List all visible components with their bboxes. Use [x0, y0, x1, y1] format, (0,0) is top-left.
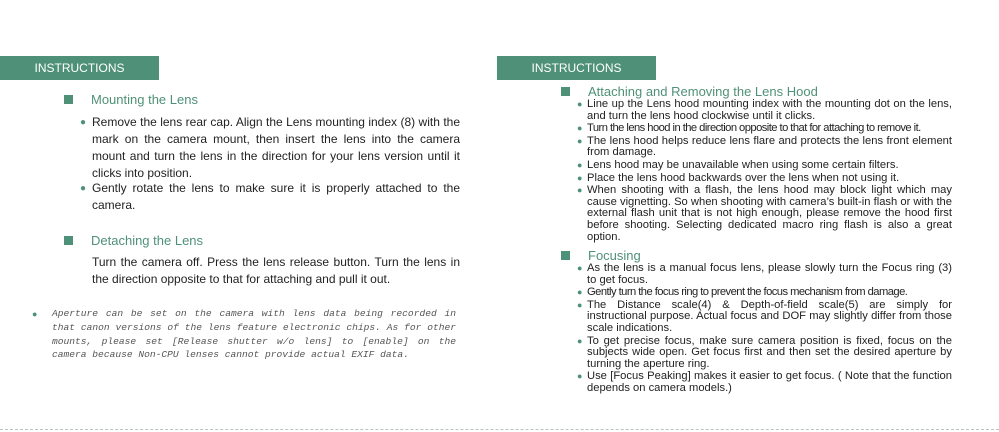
list-item: ● Turn the lens hood in the direction opposite to that for attaching to remove it.: [577, 122, 921, 135]
list-item: ● When shooting with a flash, the lens hood may block light which may cause vignetting. So when shooting with camera’s built-in flash or with the external flash unit that is not high enough, please remove the hood first before shooting. Selecting dedicated macro ring flash is also a great option.: [577, 184, 952, 243]
mounting-heading: [64, 92, 198, 107]
page-divider-line: [0, 429, 999, 430]
square-bullet-icon: [64, 95, 73, 104]
focusing-title: Focusing: [588, 248, 641, 263]
detaching-heading: [64, 233, 203, 248]
hood-heading: [561, 84, 818, 99]
square-bullet-icon: [64, 236, 73, 245]
instructions-tag: INSTRUCTIONS: [497, 56, 656, 80]
hood-list: [577, 98, 952, 244]
bullet-dot-icon: ●: [80, 117, 87, 128]
list-item: ● As the lens is a manual focus lens, please slowly turn the Focus ring (3) to get focus.: [577, 262, 952, 286]
square-bullet-icon: [561, 251, 570, 260]
list-item: ● To get precise focus, make sure camera position is fixed, focus on the subjects wide open. Get focus first and then set the desired aperture by turning the aperture ring.: [577, 334, 952, 370]
list-item: ● The Distance scale(4) & Depth-of-field scale(5) are simply for instructional purpose. Actual focus and DOF may slightly differ from those scale indications.: [577, 298, 952, 334]
detaching-title: Detaching the Lens: [91, 233, 204, 248]
list-item: ● Lens hood may be unavailable when using some certain filters.: [577, 158, 899, 171]
list-item: ● Gently turn the focus ring to prevent the focus mechanism from damage.: [577, 286, 908, 299]
bullet-dot-icon: ●: [32, 309, 38, 319]
list-item: ● The lens hood helps reduce lens flare and protects the lens front element from damage.: [577, 134, 952, 159]
mounting-paragraph-2: ● Gently rotate the lens to make sure it is properly attached to the camera.: [80, 181, 460, 212]
instructions-tag: INSTRUCTIONS: [0, 56, 159, 80]
left-page: [0, 0, 499, 432]
hood-title: Attaching and Removing the Lens Hood: [588, 84, 818, 99]
square-bullet-icon: [561, 87, 570, 96]
list-item: ● Line up the Lens hood mounting index with the mounting dot on the lens, and turn the lens hood clockwise until it clicks.: [577, 98, 952, 122]
focusing-list: [577, 262, 952, 396]
detaching-paragraph: Turn the camera off. Press the lens release button. Turn the lens in the direction opposite to that for attaching and pull it out.: [92, 255, 460, 286]
list-item: ● Place the lens hood backwards over the lens when not using it.: [577, 171, 900, 184]
list-item: ● Use [Focus Peaking] makes it easier to get focus. ( Note that the function depends on camera models.): [577, 370, 952, 394]
exif-note: Aperture can be set on the camera with lens data being recorded in that canon versions of the lens feature electronic chips. As for other mounts, please set [Release shutter w/o lens] to [enable] on the camera because Non-CPU lenses cannot provide actual EXIF data.: [52, 308, 456, 361]
mounting-title: Mounting the Lens: [91, 92, 198, 107]
bullet-dot-icon: ●: [80, 183, 87, 194]
right-page: [499, 0, 999, 432]
mounting-paragraph-1: ● Remove the lens rear cap. Align the Lens mounting index (8) with the mark on the camera mount, then insert the lens into the camera mount and turn the lens in the direction for your lens version until it clicks into position.: [80, 115, 460, 180]
focusing-heading: [561, 248, 641, 263]
